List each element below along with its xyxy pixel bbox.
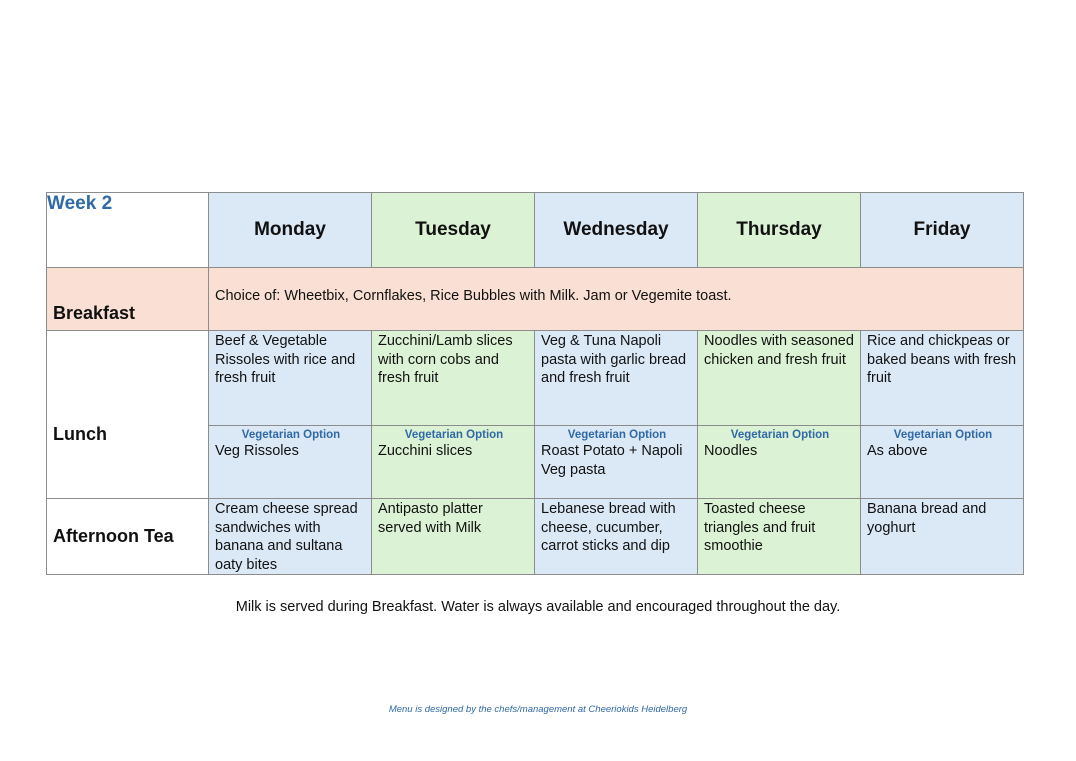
day-header-tuesday: Tuesday bbox=[372, 193, 535, 268]
vegetarian-option-heading: Vegetarian Option bbox=[404, 429, 504, 441]
breakfast-label: Breakfast bbox=[47, 268, 209, 331]
footer-note: Milk is served during Breakfast. Water is always available and encouraged throughout the day. bbox=[235, 599, 841, 615]
lunch-veg-text: Veg Rissoles bbox=[215, 443, 299, 459]
afternoon-tea-friday: Banana bread and yoghurt bbox=[861, 499, 1024, 575]
afternoon-tea-tuesday: Antipasto platter served with Milk bbox=[372, 499, 535, 575]
afternoon-tea-wednesday: Lebanese bread with cheese, cucumber, carrot sticks and dip bbox=[535, 499, 698, 575]
lunch-veg-text: Noodles bbox=[704, 443, 758, 459]
lunch-main-monday: Beef & Vegetable Rissoles with rice and fresh fruit bbox=[209, 331, 372, 426]
day-header-thursday: Thursday bbox=[698, 193, 861, 268]
menu-credit: Menu is designed by the chefs/management at Cheeriokids Heidelberg bbox=[388, 704, 688, 715]
lunch-main-thursday: Noodles with seasoned chicken and fresh fruit bbox=[698, 331, 861, 426]
lunch-veg-text: Zucchini slices bbox=[378, 443, 473, 459]
lunch-main-wednesday: Veg & Tuna Napoli pasta with garlic bread and fresh fruit bbox=[535, 331, 698, 426]
afternoon-tea-row bbox=[47, 499, 1024, 575]
breakfast-text: Choice of: Wheetbix, Cornflakes, Rice Bubbles with Milk. Jam or Vegemite toast. bbox=[209, 268, 1024, 331]
lunch-veg-friday bbox=[861, 426, 1024, 499]
afternoon-tea-label: Afternoon Tea bbox=[47, 499, 209, 575]
vegetarian-option-heading: Vegetarian Option bbox=[567, 429, 667, 441]
lunch-veg-text: As above bbox=[867, 443, 928, 459]
header-row bbox=[47, 193, 1024, 268]
lunch-veg-text: Roast Potato + Napoli Veg pasta bbox=[541, 443, 683, 478]
vegetarian-option-heading: Vegetarian Option bbox=[730, 429, 830, 441]
day-header-wednesday: Wednesday bbox=[535, 193, 698, 268]
lunch-main-row bbox=[47, 331, 1024, 426]
day-header-monday: Monday bbox=[209, 193, 372, 268]
lunch-veg-monday bbox=[209, 426, 372, 499]
vegetarian-option-heading: Vegetarian Option bbox=[893, 429, 993, 441]
lunch-main-tuesday: Zucchini/Lamb slices with corn cobs and fresh fruit bbox=[372, 331, 535, 426]
lunch-veg-wednesday bbox=[535, 426, 698, 499]
lunch-main-friday: Rice and chickpeas or baked beans with fresh fruit bbox=[861, 331, 1024, 426]
breakfast-row bbox=[47, 268, 1024, 331]
afternoon-tea-monday: Cream cheese spread sandwiches with banana and sultana oaty bites bbox=[209, 499, 372, 575]
lunch-veg-thursday bbox=[698, 426, 861, 499]
afternoon-tea-thursday: Toasted cheese triangles and fruit smoothie bbox=[698, 499, 861, 575]
vegetarian-option-heading: Vegetarian Option bbox=[241, 429, 341, 441]
lunch-veg-tuesday bbox=[372, 426, 535, 499]
day-header-friday: Friday bbox=[861, 193, 1024, 268]
week-label: Week 2 bbox=[47, 193, 209, 268]
weekly-menu-table bbox=[46, 192, 1024, 575]
lunch-label: Lunch bbox=[47, 331, 209, 499]
